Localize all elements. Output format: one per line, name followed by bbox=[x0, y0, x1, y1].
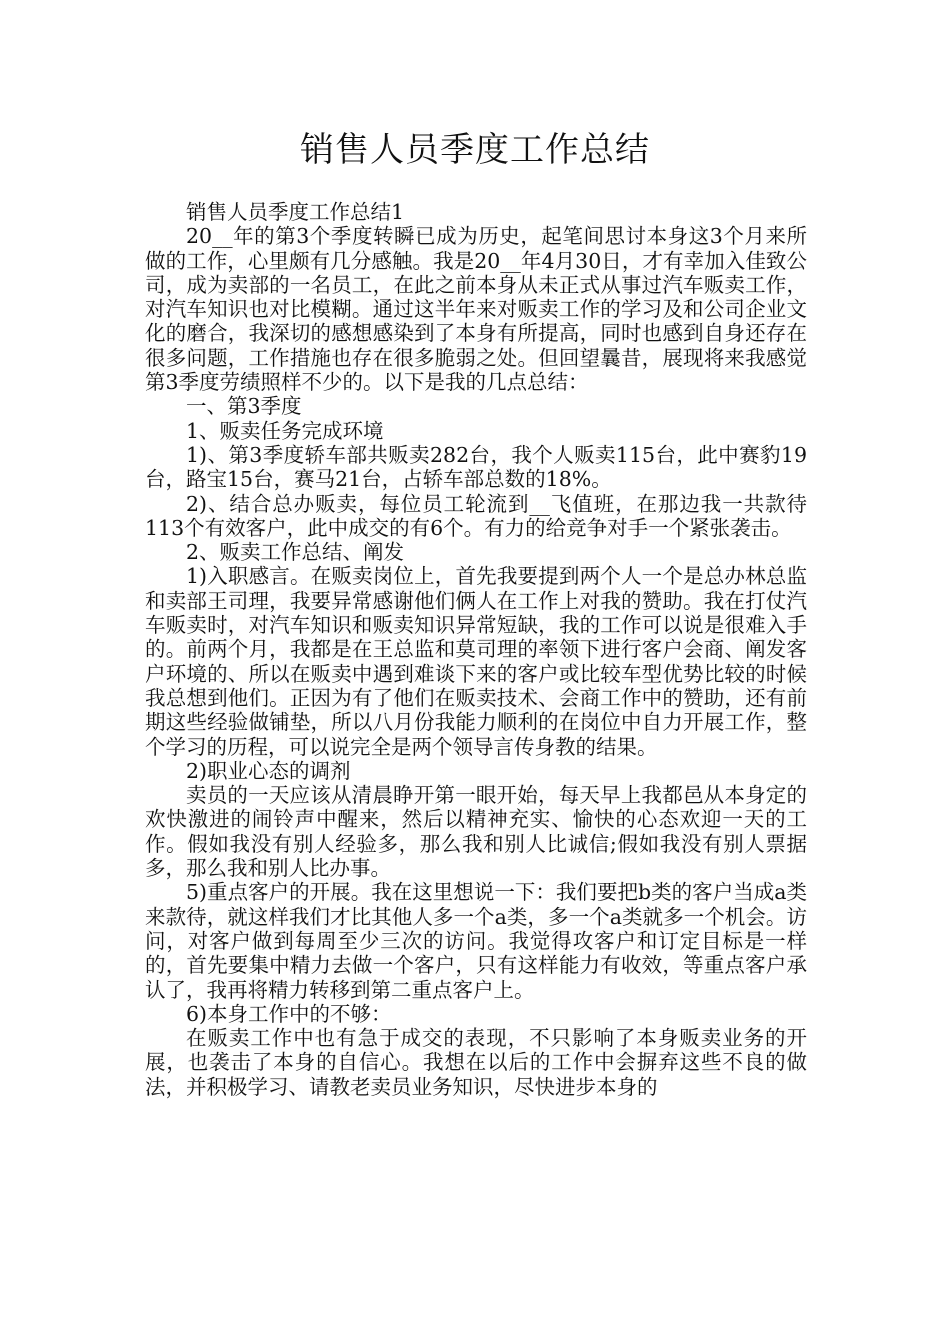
paragraph-duty-rotation: 2)、结合总办贩卖，每位员工轮流到__飞值班，在那边我一共款待113个有效客户，此中成交的有6个。有力的给竞争对手一个紧张袭击。 bbox=[145, 491, 807, 540]
paragraph-onboarding: 1)入职感言。在贩卖岗位上，首先我要提到两个人一个是总办林总监和卖部王司理，我要异常感谢他们俩人在工作上对我的赞助。我在打仗汽车贩卖时，对汽车知识和贩卖知识异常短缺，我的工作可以说是很难入手的。前两个月，我都是在王总监和莫司理的率领下进行客户会商、阐发客户环境的、所以在贩卖中遇到难谈下来的客户或比较车型优势比较的时候我总想到他们。正因为有了他们在贩卖技术、会商工作中的赞助，还有前期这些经验做铺垫，所以八月份我能力顺利的在岗位中自力开展工作，整个学习的历程，可以说完全是两个领导言传身教的结果。 bbox=[145, 564, 807, 759]
paragraph-shortcomings: 在贩卖工作中也有急于成交的表现，不只影响了本身贩卖业务的开展，也袭击了本身的自信心。我想在以后的工作中会摒弃这些不良的做法，并积极学习、请教老卖员业务知识，尽快进步本身的 bbox=[145, 1026, 807, 1099]
paragraph-sales-figures: 1)、第3季度轿车部共贩卖282台，我个人贩卖115台，此中赛豹19台，路宝15台，赛马21台，占轿车部总数的18%。 bbox=[145, 442, 807, 492]
paragraph-mindset: 卖员的一天应该从清晨睁开第一眼开始，每天早上我都邑从本身定的欢快激进的闹铃声中醒来，然后以精神充实、愉快的心态欢迎一天的工作。假如我没有别人经验多，那么我和别人比诚信;假如我没有别人票据多，那么我和别人比办事。 bbox=[145, 783, 807, 881]
heading-mindset: 2)职业心态的调剂 bbox=[186, 758, 351, 783]
heading-subsection-2: 2、贩卖工作总结、阐发 bbox=[186, 540, 405, 565]
paragraph-key-clients: 5)重点客户的开展。我在这里想说一下：我们要把b类的客户当成a类来款待，就这样我们才比其他人多一个a类，多一个a类就多一个机会。访问，对客户做到每周至少三次的访问。我觉得攻客户和订定目标是一样的，首先要集中精力去做一个客户，只有这样能力有收效，等重点客户承认了，我再将精力转移到第二重点客户上。 bbox=[145, 880, 807, 1002]
heading-section-1: 一、第3季度 bbox=[186, 394, 302, 419]
document-title: 销售人员季度工作总结 bbox=[300, 130, 650, 170]
document-body bbox=[145, 200, 807, 1099]
heading-subsection-1: 1、贩卖任务完成环境 bbox=[186, 418, 384, 443]
heading-shortcomings: 6)本身工作中的不够： bbox=[186, 1001, 392, 1026]
paragraph-subtitle: 销售人员季度工作总结1 bbox=[186, 200, 405, 224]
paragraph-intro: 20__年的第3个季度转瞬已成为历史，起笔间思讨本身这3个月来所做的工作，心里颇有几分感触。我是20__年4月30日，才有幸加入佳致公司，成为卖部的一名员工，在此之前本身从未正式从事过汽车贩卖工作，对汽车知识也对比模糊。通过这半年来对贩卖工作的学习及和公司企业文化的磨合，我深切的感想感染到了本身有所提高，同时也感到自身还存在很多问题，工作措施也存在很多脆弱之处。但回望曩昔，展现将来我感觉第3季度劳绩照样不少的。以下是我的几点总结： bbox=[145, 224, 807, 395]
